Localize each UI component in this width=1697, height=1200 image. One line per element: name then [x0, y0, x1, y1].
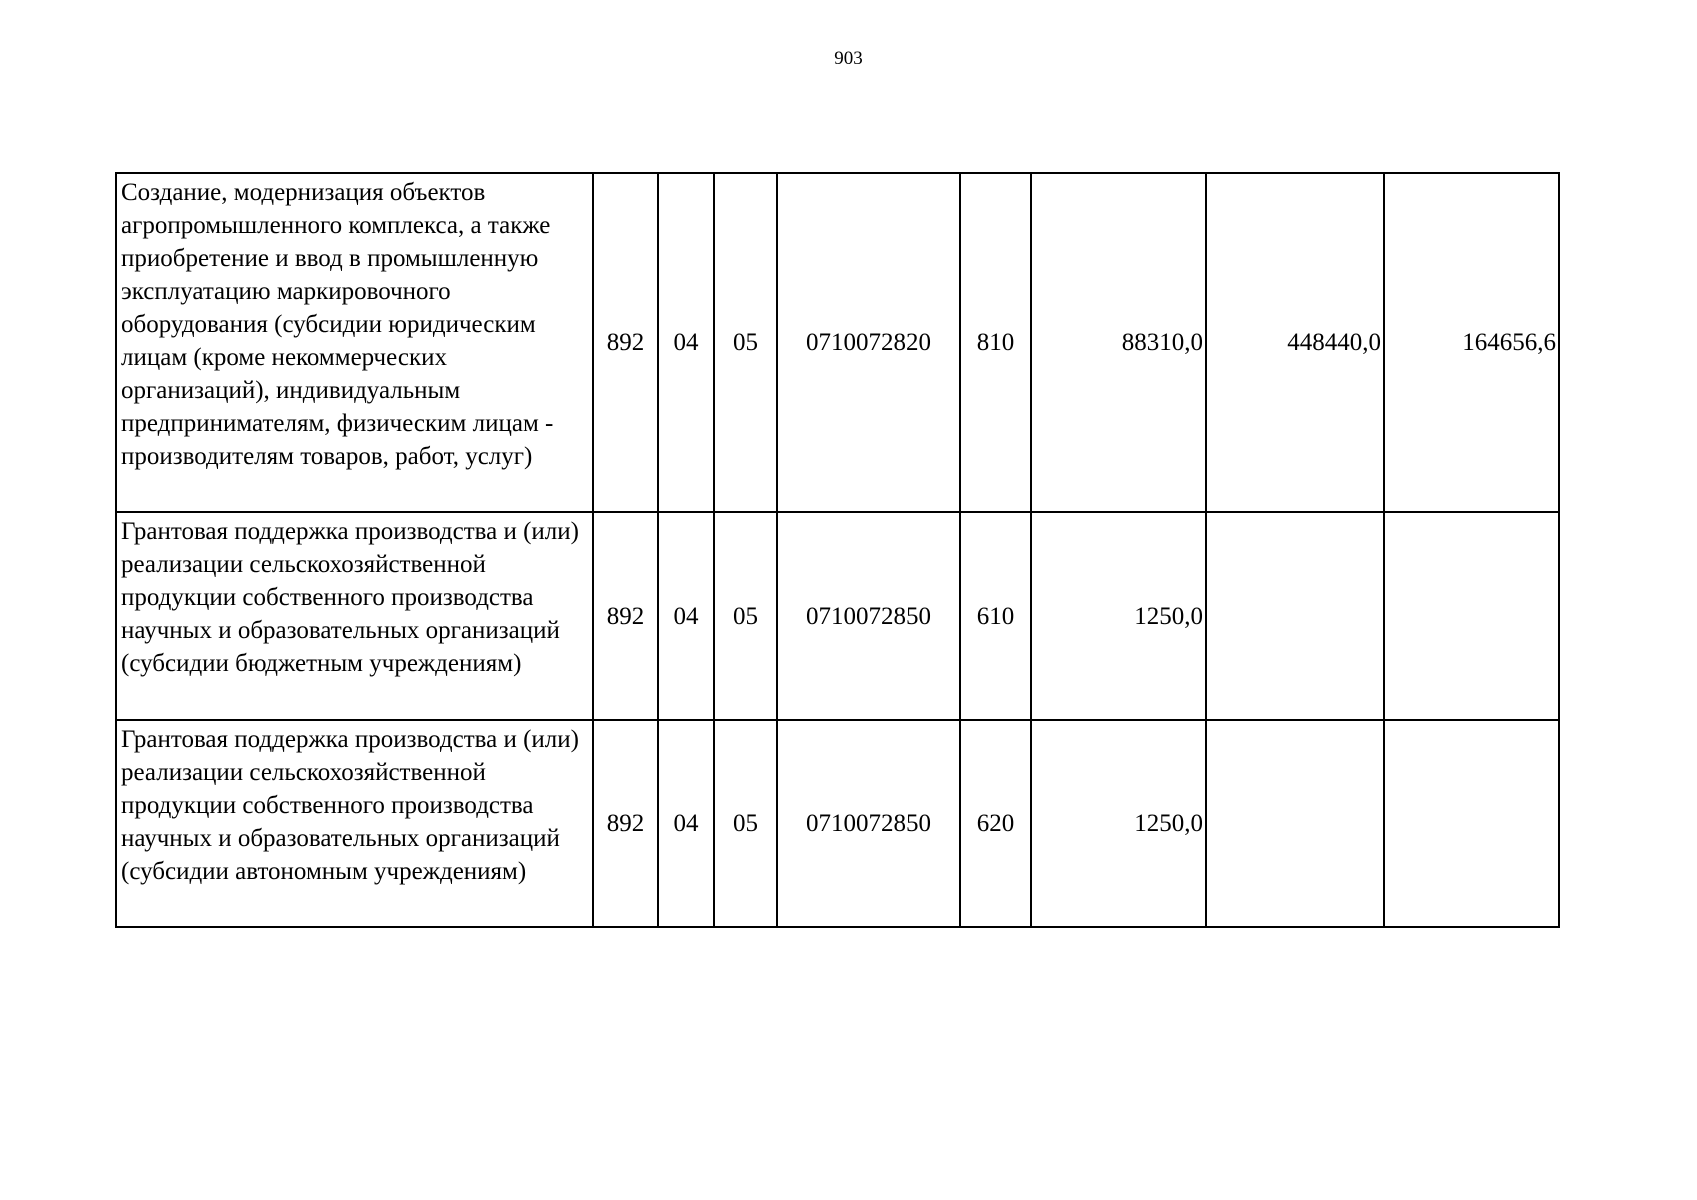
amount-2: 448440,0	[1206, 173, 1384, 512]
target-article-code: 0710072850	[777, 512, 960, 720]
subsection-code: 05	[714, 173, 777, 512]
row-description: Грантовая поддержка производства и (или) реализации сельскохозяйственной продукции собственного производства научных и образовательных организаций (субсидии автономным учреждениям)	[116, 720, 593, 927]
section-code: 04	[658, 512, 714, 720]
expense-type-code: 810	[960, 173, 1031, 512]
amount-2	[1206, 720, 1384, 927]
amount-1: 1250,0	[1031, 720, 1206, 927]
budget-table	[115, 172, 1560, 928]
expense-type-code: 610	[960, 512, 1031, 720]
amount-3	[1384, 512, 1559, 720]
subsection-code: 05	[714, 512, 777, 720]
amount-2	[1206, 512, 1384, 720]
subsection-code: 05	[714, 720, 777, 927]
target-article-code: 0710072850	[777, 720, 960, 927]
section-code: 04	[658, 720, 714, 927]
table-row	[116, 173, 1559, 512]
target-article-code: 0710072820	[777, 173, 960, 512]
amount-1: 1250,0	[1031, 512, 1206, 720]
amount-3: 164656,6	[1384, 173, 1559, 512]
ministry-code: 892	[593, 720, 658, 927]
ministry-code: 892	[593, 512, 658, 720]
amount-1: 88310,0	[1031, 173, 1206, 512]
amount-3	[1384, 720, 1559, 927]
table-row	[116, 720, 1559, 927]
section-code: 04	[658, 173, 714, 512]
ministry-code: 892	[593, 173, 658, 512]
table-row	[116, 512, 1559, 720]
page-number: 903	[834, 48, 863, 69]
row-description: Грантовая поддержка производства и (или) реализации сельскохозяйственной продукции собственного производства научных и образовательных организаций (субсидии бюджетным учреждениям)	[116, 512, 593, 720]
row-description: Создание, модернизация объектов агропромышленного комплекса, а также приобретение и ввод в промышленную эксплуатацию маркировочного оборудования (субсидии юридическим лицам (кроме некоммерческих организаций), индивидуальным предпринимателям, физическим лицам - производителям товаров, работ, услуг)	[116, 173, 593, 512]
expense-type-code: 620	[960, 720, 1031, 927]
